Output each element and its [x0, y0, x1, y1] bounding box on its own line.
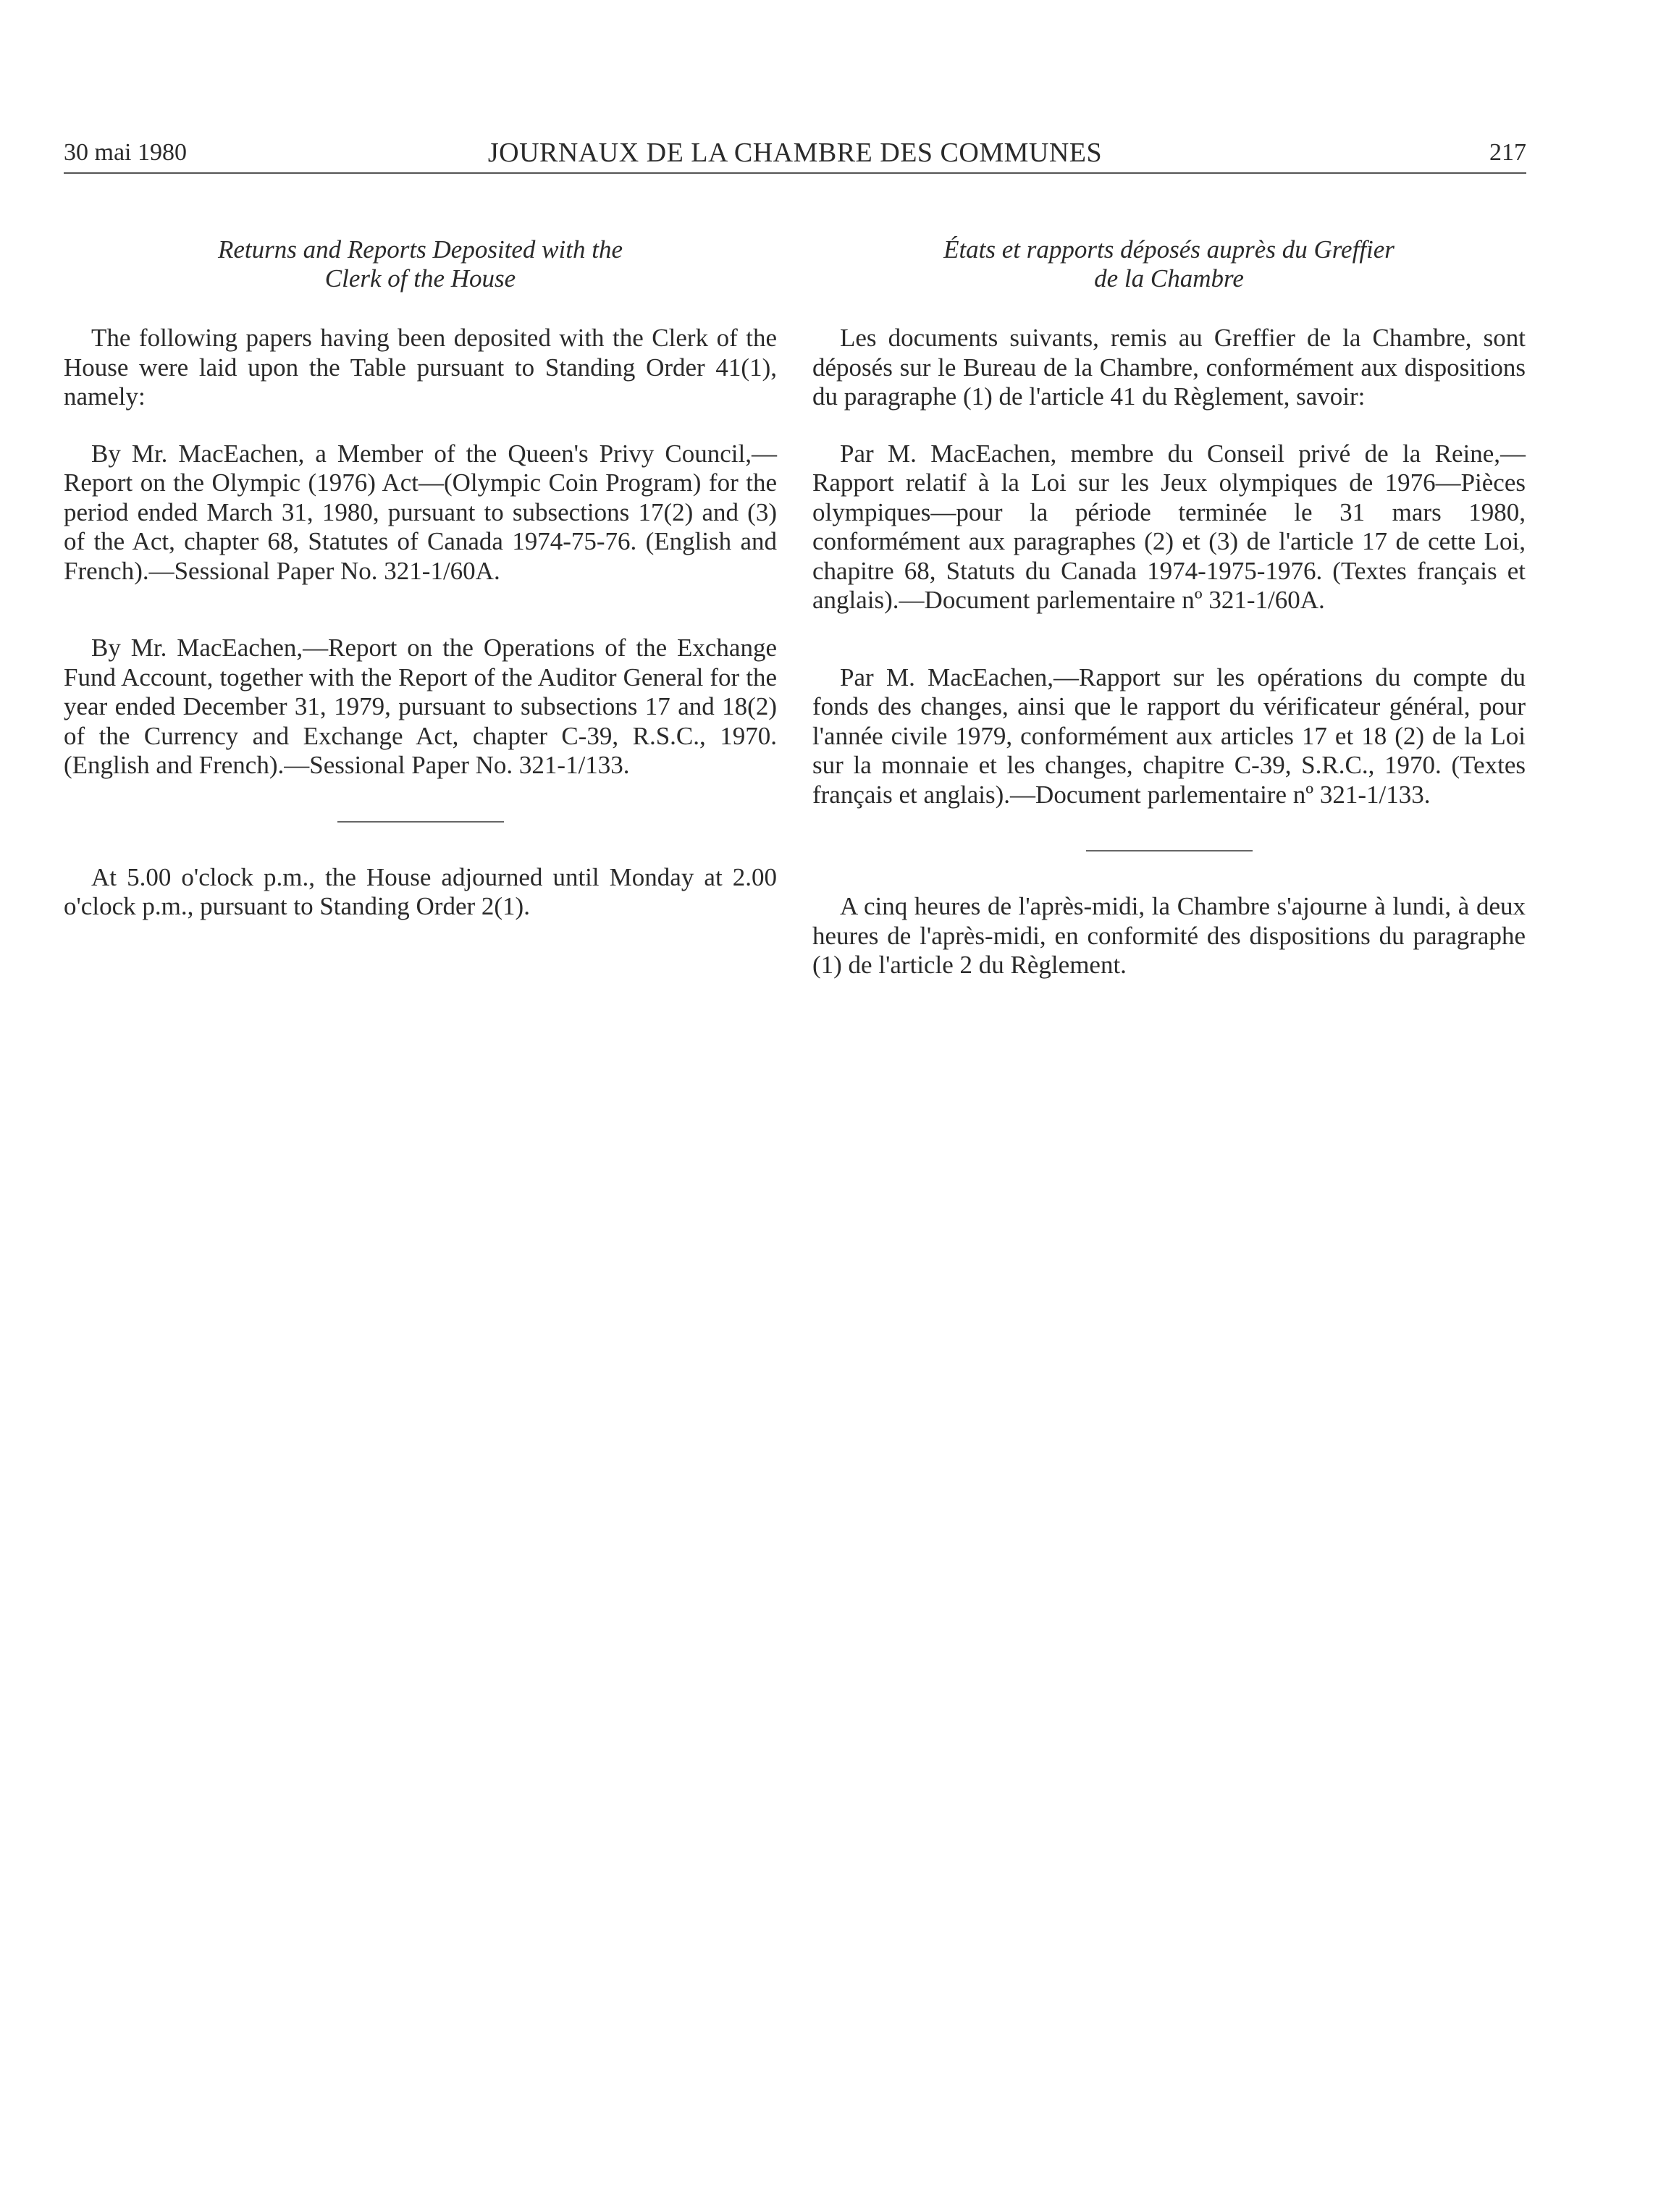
- english-item-olympic-report: By Mr. MacEachen, a Member of the Queen's Privy Council,—Report on the Olympic (1976) Act—(Olympic Coin Program) for the period ended March 31, 1980, pursuant to subsections 17(2) and (3) of the Act, chapter 68, Statutes of Canada 1974-75-76. (English and French).—Sessional Paper No. 321-1/60A.: [64, 439, 777, 585]
- english-section-title-line2: Clerk of the House: [324, 264, 516, 293]
- english-section-title-line1: Returns and Reports Deposited with the: [218, 235, 623, 264]
- french-section-title-line2: de la Chambre: [1094, 264, 1244, 293]
- header-rule: [64, 172, 1526, 174]
- journal-title: JOURNAUX DE LA CHAMBRE DES COMMUNES: [487, 138, 1103, 168]
- header-date: 30 mai 1980: [64, 139, 187, 166]
- english-column: [64, 235, 777, 922]
- french-item-exchange-fund-report: Par M. MacEachen,—Rapport sur les opérations du compte du fonds des changes, ainsi que le rapport du vérificateur général, pour l'année civile 1979, conformément aux articles 17 et 18 (2) de la Loi sur la monnaie et les changes, chapitre C-39, S.R.C., 1970. (Textes français et anglais).—Document parlementaire nº 321-1/133.: [812, 663, 1526, 809]
- english-section-title: [64, 235, 777, 293]
- french-adjournment-paragraph: A cinq heures de l'après-midi, la Chambre s'ajourne à lundi, à deux heures de l'après-midi, en conformité des dispositions du paragraphe (1) de l'article 2 du Règlement.: [812, 892, 1526, 979]
- french-column: [812, 235, 1526, 980]
- french-intro-paragraph: Les documents suivants, remis au Greffier de la Chambre, sont déposés sur le Bureau de la Chambre, conformément aux dispositions du paragraphe (1) de l'article 41 du Règlement, savoir:: [812, 324, 1526, 411]
- english-adjournment-paragraph: At 5.00 o'clock p.m., the House adjourned until Monday at 2.00 o'clock p.m., pursuant to Standing Order 2(1).: [64, 862, 777, 920]
- english-intro-paragraph: The following papers having been deposited with the Clerk of the House were laid upon the Table pursuant to Standing Order 41(1), namely:: [64, 324, 777, 411]
- english-section-divider: [337, 821, 504, 823]
- page-header: [64, 132, 1526, 174]
- french-item-olympic-report: Par M. MacEachen, membre du Conseil privé de la Reine,—Rapport relatif à la Loi sur les Jeux olympiques de 1976—Pièces olympiques—pour la période terminée le 31 mars 1980, conformément aux paragraphes (2) et (3) de l'article 17 de cette Loi, chapitre 68, Statuts du Canada 1974-1975-1976. (Textes français et anglais).—Document parlementaire nº 321-1/60A.: [812, 439, 1526, 614]
- french-section-title-line1: États et rapports déposés auprès du Greffier: [943, 235, 1395, 264]
- english-item-exchange-fund-report: By Mr. MacEachen,—Report on the Operations of the Exchange Fund Account, together with the Report of the Auditor General for the year ended December 31, 1979, pursuant to subsections 17 and 18(2) of the Currency and Exchange Act, chapter C-39, R.S.C., 1970. (English and French).—Sessional Paper No. 321-1/133.: [64, 634, 777, 779]
- french-section-divider: [1086, 850, 1253, 851]
- french-section-title: [812, 235, 1526, 293]
- page-number: 217: [1489, 139, 1526, 166]
